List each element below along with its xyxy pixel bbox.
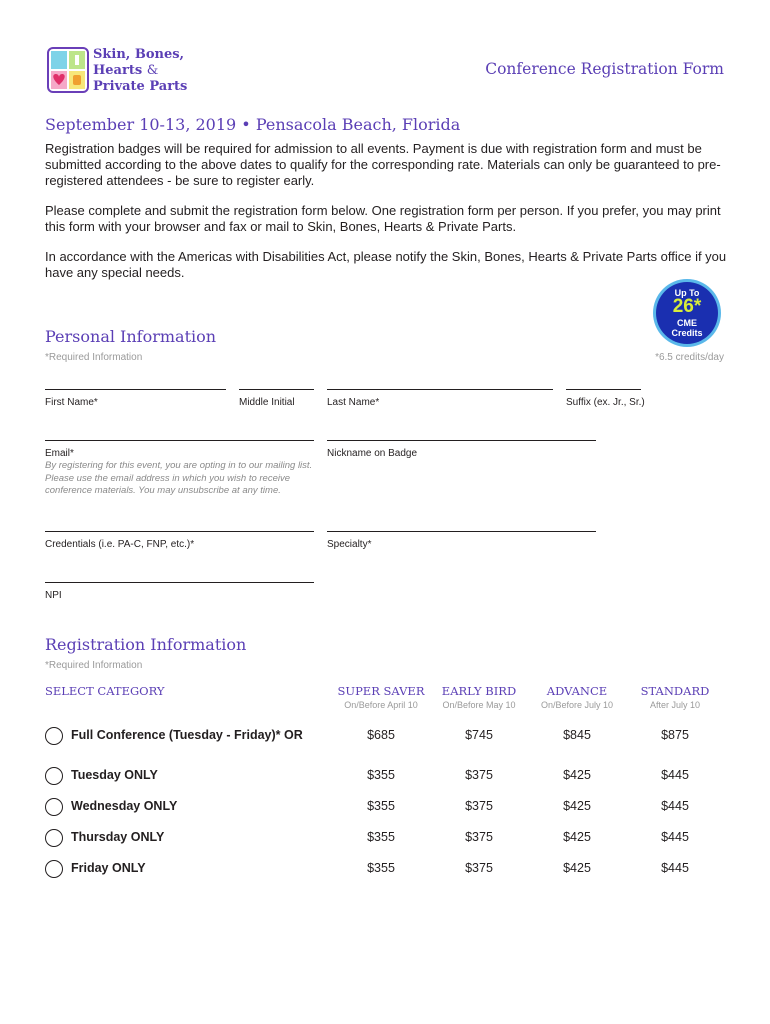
- badge-credits: Credits: [671, 328, 703, 338]
- logo-ampersand: &: [146, 63, 159, 78]
- option-label: Thursday ONLY: [71, 830, 165, 844]
- logo-line-2-word: Hearts: [93, 63, 143, 78]
- intro-paragraph-2: Please complete and submit the registration form below. One registration form per person. If you prefer, you may print this form with your browser and fax or mail to Skin, Bones, Hearts & Private Parts.: [45, 203, 721, 234]
- npi-label: NPI: [45, 590, 62, 601]
- price-cell: $445: [661, 861, 689, 875]
- option-label: Full Conference (Tuesday - Friday)* OR: [71, 728, 303, 742]
- credentials-input[interactable]: [45, 531, 314, 532]
- intro-paragraph-3: In accordance with the Americas with Disabilities Act, please notify the Skin, Bones, Hearts & Private Parts office if you have any special needs.: [45, 249, 727, 280]
- email-label: Email*: [45, 448, 74, 459]
- credits-per-day-note: *6.5 credits/day: [655, 352, 724, 363]
- price-cell: $375: [465, 830, 493, 844]
- col-super-saver-date: On/Before April 10: [344, 700, 418, 710]
- price-cell: $685: [367, 728, 395, 742]
- last-name-input[interactable]: [327, 389, 553, 390]
- price-cell: $875: [661, 728, 689, 742]
- specialty-input[interactable]: [327, 531, 596, 532]
- email-input[interactable]: [45, 440, 314, 441]
- intro-paragraph-1: Registration badges will be required for admission to all events. Payment is due with registration form and must be submitted according to the above dates to qualify for the corresponding rate. Materials can only be guaranteed to pre-registered attendees - be sure to register early.: [45, 141, 721, 188]
- price-cell: $355: [367, 861, 395, 875]
- badge-cme: CME: [677, 318, 697, 328]
- credentials-label: Credentials (i.e. PA-C, FNP, etc.)*: [45, 539, 195, 550]
- registration-required-note: *Required Information: [45, 660, 143, 671]
- price-cell: $845: [563, 728, 591, 742]
- price-cell: $355: [367, 799, 395, 813]
- price-cell: $425: [563, 861, 591, 875]
- logo-mark-icon: [47, 47, 89, 93]
- personal-required-note: *Required Information: [45, 352, 143, 363]
- price-cell: $375: [465, 768, 493, 782]
- email-note: By registering for this event, you are opting in to our mailing list. Please use the email address in which you wish to receive conference materials. You may unsubscribe at any time.: [45, 460, 313, 496]
- nickname-label: Nickname on Badge: [327, 448, 418, 459]
- npi-input[interactable]: [45, 582, 314, 583]
- col-standard-date: After July 10: [649, 700, 701, 710]
- logo-line-2: [93, 63, 158, 79]
- radio-tuesday[interactable]: [45, 767, 63, 785]
- badge-number: 26*: [672, 296, 702, 317]
- option-label: Tuesday ONLY: [71, 768, 158, 782]
- event-dateline: September 10-13, 2019 • Pensacola Beach, Florida: [45, 115, 461, 134]
- col-early-bird: EARLY BIRD: [441, 684, 517, 698]
- registration-info-heading: Registration Information: [45, 635, 247, 654]
- price-cell: $425: [563, 830, 591, 844]
- specialty-label: Specialty*: [327, 539, 372, 550]
- col-standard: STANDARD: [640, 684, 710, 698]
- logo: [47, 47, 197, 95]
- option-label: Wednesday ONLY: [71, 799, 178, 813]
- select-category-label: SELECT CATEGORY: [45, 684, 165, 698]
- price-cell: $355: [367, 768, 395, 782]
- price-cell: $445: [661, 768, 689, 782]
- nickname-input[interactable]: [327, 440, 596, 441]
- badge-up-to: Up To: [674, 288, 700, 298]
- radio-full-conference[interactable]: [45, 727, 63, 745]
- price-cell: $445: [661, 830, 689, 844]
- price-cell: $355: [367, 830, 395, 844]
- price-cell: $425: [563, 799, 591, 813]
- col-advance: ADVANCE: [546, 684, 608, 698]
- middle-initial-label: Middle Initial: [239, 397, 295, 408]
- radio-wednesday[interactable]: [45, 798, 63, 816]
- price-cell: $375: [465, 861, 493, 875]
- radio-friday[interactable]: [45, 860, 63, 878]
- logo-line-3: Private Parts: [93, 79, 188, 94]
- personal-info-heading: Personal Information: [45, 327, 217, 346]
- option-label: Friday ONLY: [71, 861, 146, 875]
- suffix-input[interactable]: [566, 389, 641, 390]
- price-cell: $445: [661, 799, 689, 813]
- suffix-label: Suffix (ex. Jr., Sr.): [566, 397, 645, 408]
- price-cell: $745: [465, 728, 493, 742]
- price-cell: $425: [563, 768, 591, 782]
- last-name-label: Last Name*: [327, 397, 380, 408]
- col-advance-date: On/Before July 10: [540, 700, 614, 710]
- first-name-input[interactable]: [45, 389, 226, 390]
- col-early-bird-date: On/Before May 10: [442, 700, 516, 710]
- price-cell: $375: [465, 799, 493, 813]
- col-super-saver: SUPER SAVER: [337, 684, 425, 698]
- form-title: Conference Registration Form: [485, 60, 724, 78]
- radio-thursday[interactable]: [45, 829, 63, 847]
- cme-credits-badge: [656, 282, 718, 344]
- middle-initial-input[interactable]: [239, 389, 314, 390]
- first-name-label: First Name*: [45, 397, 98, 408]
- logo-line-1: Skin, Bones,: [93, 47, 185, 62]
